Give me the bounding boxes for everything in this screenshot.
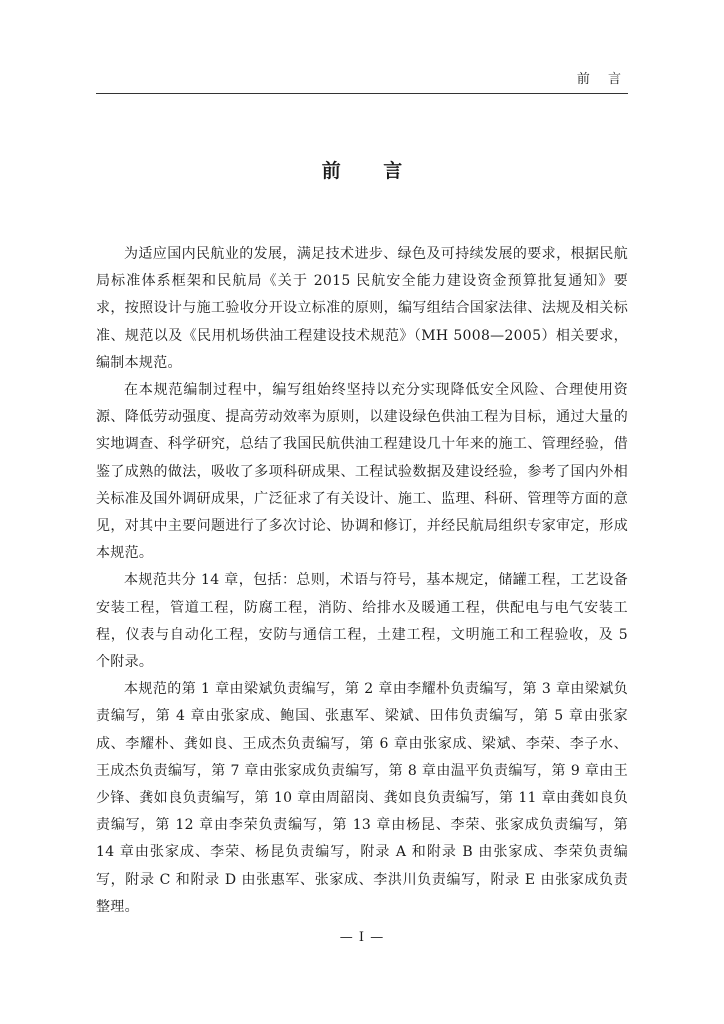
paragraph-purpose: 为适应国内民航业的发展，满足技术进步、绿色及可持续发展的要求，根据民航局标准体系框架和民航局《关于 2015 民航安全能力建设资金预算批复通知》要求，按照设计与施工验收分开设立标准的原则，编写组结合国家法律、法规及相关标准、规范以及《民用机场供油工程建设技术规范》（MH 5008—2005）相关要求，编制本规范。	[96, 246, 628, 371]
paragraph-contents: 本规范共分 14 章，包括：总则，术语与符号，基本规定，储罐工程，工艺设备安装工程，管道工程，防腐工程，消防、给排水及暖通工程，供配电与电气安装工程，仪表与自动化工程，安防与通信工程，土建工程，文明施工和工程验收，及 5 个附录。	[96, 572, 628, 671]
paragraph-process: 在本规范编制过程中，编写组始终坚持以充分实现降低安全风险、合理使用资源、降低劳动强度、提高劳动效率为原则，以建设绿色供油工程为目标，通过大量的实地调查、科学研究，总结了我国民航供油工程建设几十年来的施工、管理经验，借鉴了成熟的做法，吸收了多项科研成果、工程试验数据及建设经验，参考了国内外相关标准及国外调研成果，广泛征求了有关设计、施工、监理、科研、管理等方面的意见，对其中主要问题进行了多次讨论、协调和修订，并经民航局组织专家审定，形成本规范。	[96, 382, 628, 562]
page-title: 前 言	[321, 160, 421, 182]
body-text	[96, 241, 628, 921]
page-number: — I —	[339, 930, 385, 945]
running-header: 前 言	[576, 72, 628, 87]
paragraph-authors: 本规范的第 1 章由梁斌负责编写，第 2 章由李耀朴负责编写，第 3 章由梁斌负责编写，第 4 章由张家成、鲍国、张惠军、梁斌、田伟负责编写，第 5 章由张家成、李耀朴、龚如良、王成杰负责编写，第 6 章由张家成、梁斌、李荣、李子水、王成杰负责编写，第 7 章由张家成负责编写，第 8 章由温平负责编写，第 9 章由王少锋、龚如良负责编写，第 10 章由周韶岗、龚如良负责编写，第 11 章由龚如良负责编写，第 12 章由李荣负责编写，第 13 章由杨昆、李荣、张家成负责编写，第 14 章由张家成、李荣、杨昆负责编写，附录 A 和附录 B 由张家成、李荣负责编写，附录 C 和附录 D 由张惠军、张家成、李洪川负责编写，附录 E 由张家成负责整理。	[96, 681, 628, 915]
header-divider	[96, 93, 628, 94]
